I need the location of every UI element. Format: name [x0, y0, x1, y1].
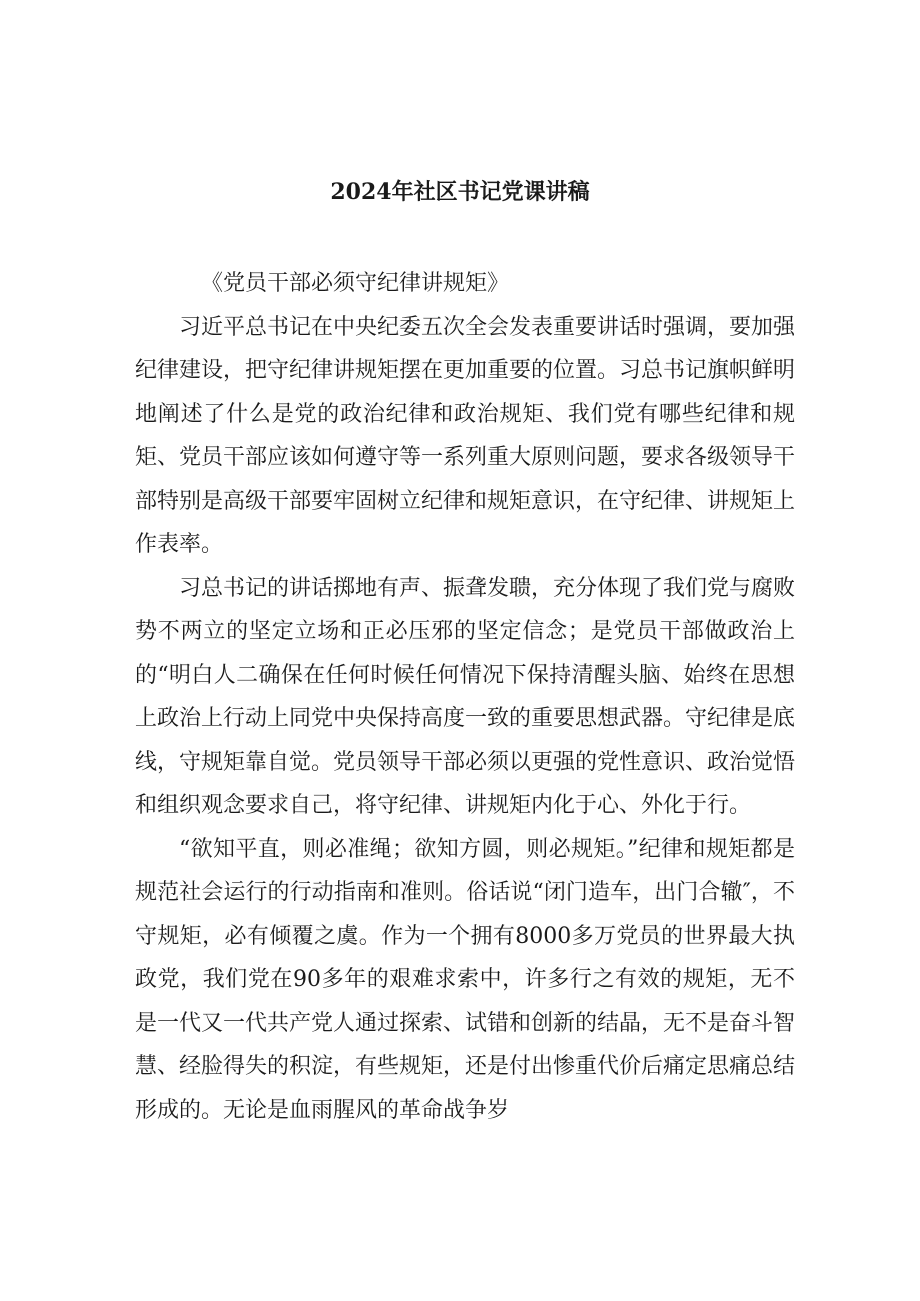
- lecture-subtitle: 《党员干部必须守纪律讲规矩》: [201, 271, 510, 296]
- paragraph-3: “欲知平直，则必准绳；欲知方圆，则必规矩。”纪律和规矩都是规范社会运行的行动指南和准则。俗话说“闭门造车，出门合辙″，不守规矩，必有倾覆之虞。作为一个拥有8000多万党员的世界最大执政党，我们党在90多年的艰难求索中，许多行之有效的规矩，无不是一代又一代共产党人通过探索、试错和创新的结晶，无不是奋斗智慧、经脸得失的积淀，有些规矩，还是付出惨重代价后痛定思痛总结形成的。无论是血雨腥风的革命战争岁: [135, 836, 796, 1123]
- paragraph-1: 习近平总书记在中央纪委五次全会发表重要讲话时强调，要加强纪律建设，把守纪律讲规矩摆在更加重要的位置。习总书记旗帜鲜明地阐述了什么是党的政治纪律和政治规矩、我们党有哪些纪律和规矩、党员干部应该如何遵守等一系列重大原则问题，要求各级领导干部特别是高级干部要牢固树立纪律和规矩意识，在守纪律、讲规矩上作表率。: [135, 314, 796, 557]
- paragraph-2: 习总书记的讲话掷地有声、振聋发聩，充分体现了我们党与腐败势不两立的坚定立场和正必压邪的坚定信念；是党员干部做政治上的“明白人二确保在任何时候任何情况下保持清醒头脑、始终在思想上政治上行动上同党中央保持高度一致的重要思想武器。守纪律是底线，守规矩靠自觉。党员领导干部必须以更强的党性意识、政治觉悟和组织观念要求自己，将守纪律、讲规矩内化于心、外化于行。: [135, 575, 796, 818]
- document-body: [135, 262, 795, 1132]
- document-title: 2024年社区书记党课讲稿: [330, 179, 590, 205]
